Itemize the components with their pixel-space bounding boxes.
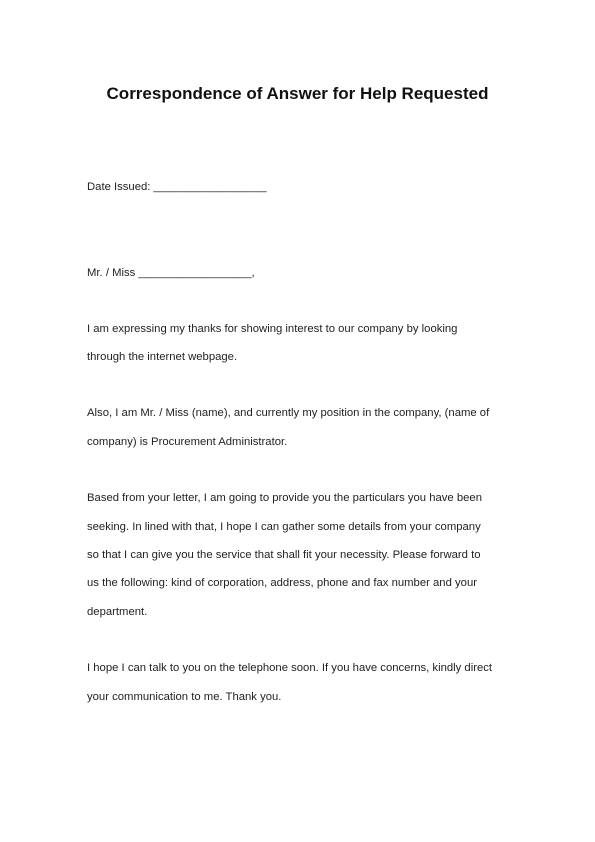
paragraph-line: your communication to me. Thank you. <box>87 691 282 703</box>
salutation-line: Mr. / Miss __________________, <box>87 267 255 279</box>
paragraph-line: through the internet webpage. <box>87 351 238 363</box>
paragraph-line: so that I can give you the service that shall fit your necessity. Please forward to <box>87 549 481 561</box>
paragraph-line: I hope I can talk to you on the telephone soon. If you have concerns, kindly direct <box>87 662 493 674</box>
paragraph-line: department. <box>87 606 148 618</box>
document-title: Correspondence of Answer for Help Requested <box>106 84 489 103</box>
paragraph-line: Also, I am Mr. / Miss (name), and currently my position in the company, (name of <box>87 407 490 419</box>
paragraph-line: Based from your letter, I am going to provide you the particulars you have been <box>87 492 482 504</box>
paragraph-line: us the following: kind of corporation, address, phone and fax number and your <box>87 577 477 589</box>
paragraph-line: company) is Procurement Administrator. <box>87 436 288 448</box>
paragraph-line: seeking. In lined with that, I hope I can gather some details from your company <box>87 521 481 533</box>
date-issued-line: Date Issued: __________________ <box>87 181 267 193</box>
paragraph-line: I am expressing my thanks for showing interest to our company by looking <box>87 323 458 335</box>
